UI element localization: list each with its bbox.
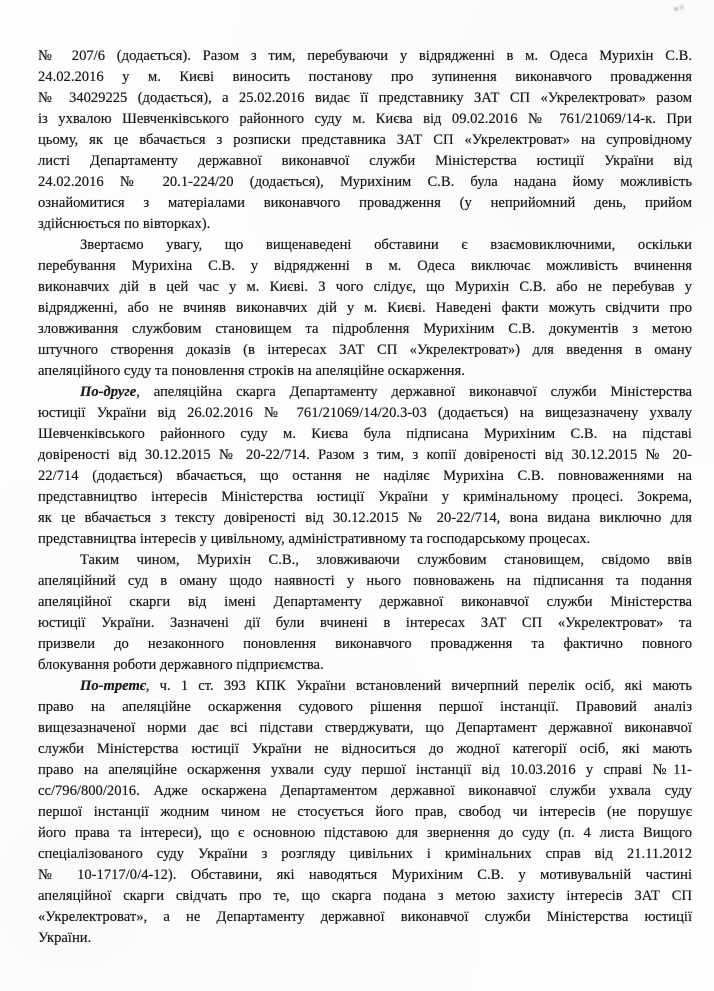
text-line: України. xyxy=(38,930,92,946)
text-line: вищезазначеної норми дає всі підстави стверджувати, що Департамент державної виконавчої xyxy=(38,720,692,736)
text-line: зловживання службовим становищем та підроблення Мурихіним С.В. документів з метою xyxy=(38,321,692,337)
text-line: апеляційної скарги від імені Департаменту державної виконавчої служби Міністерства xyxy=(38,594,692,610)
text-line: представництва інтересів у цивільному, адміністративному та господарському процесах. xyxy=(38,531,591,547)
text-line: «Укрелектроват», а не Департаменту державної виконавчої служби Міністерства юстиції xyxy=(38,909,692,925)
paragraph xyxy=(38,382,692,550)
text-line: штучного створення доказів (в інтересах ЗАТ СП «Укрелектроват») для введення в оману xyxy=(38,342,692,358)
text-line: його права та інтереси), що є основною підставою для звернення до суду (п. 4 листа Вищого xyxy=(38,825,692,841)
text-line: спеціалізованого суду України з розгляду цивільних і кримінальних справ від 21.11.2012 xyxy=(38,846,692,862)
text-line: із ухвалою Шевченківського районного суду м. Києва від 09.02.2016 № 761/21069/14-к. При xyxy=(38,111,692,127)
text-line: Шевченківського районного суду м. Києва була підписана Мурихіним С.В. на підставі xyxy=(38,426,692,442)
text-line: здійснюється по вівторках). xyxy=(38,216,211,232)
emphasis-lead: По-друге xyxy=(80,384,137,400)
text-line: 24.02.2016 у м. Києві виносить постанову про зупинення виконавчого провадження xyxy=(38,69,692,85)
scan-smudge-artifact xyxy=(672,3,686,15)
text-line: блокування роботи державного підприємства. xyxy=(38,657,324,673)
text-line: По-третє, ч. 1 ст. 393 КПК України встановлений вичерпний перелік осіб, які мають xyxy=(80,678,692,694)
text-line: право на апеляційне оскарження ухвали суду першої інстанції від 10.03.2016 у справі №11- xyxy=(38,762,692,778)
text-line: апеляційний суд в оману щодо наявності у нього повноважень на підписання та подання xyxy=(38,573,692,589)
text-line: як це вбачається з тексту довіреності від 30.12.2015 № 20-22/714, вона видана виключно для xyxy=(38,510,692,526)
text-line: довіреності від 30.12.2015 № 20-22/714. Разом з тим, з копії довіреності від 30.12.2015 № 20- xyxy=(38,447,692,463)
document-text-block xyxy=(38,46,692,949)
text-line: По-друге, апеляційна скарга Департаменту державної виконавчої служби Міністерства xyxy=(80,384,692,400)
text-line: ознайомитися з матеріалами виконавчого провадження (у неприйомний день, прийом xyxy=(38,195,692,211)
text-line: листі Департаменту державної виконавчої служби Міністерства юстиції України від xyxy=(38,153,692,169)
text-line: апеляційної скарги свідчать про те, що скарга подана з метою захисту інтересів ЗАТ СП xyxy=(38,888,692,904)
text-line: № 34029225 (додається), а 25.02.2016 видає її представнику ЗАТ СП «Укрелектроват» разом xyxy=(38,90,692,106)
text-line: 24.02.2016 № 20.1-224/20 (додається), Мурихіним С.В. була надана йому можливість xyxy=(38,174,692,190)
text-line: служби Міністерства юстиції України не відноситься до жодної категорії осіб, які мають xyxy=(38,741,692,757)
text-line: № 207/6 (додається). Разом з тим, перебуваючи у відрядженні в м. Одеса Мурихін С.В. xyxy=(38,48,692,64)
text-line: 22/714 (додається) вбачається, що остання не наділяє Мурихіна С.В. повноваженнями на xyxy=(38,468,692,484)
text-line: апеляційного суду та поновлення строків на апеляційне оскарження. xyxy=(38,363,465,379)
text-line: цьому, як це вбачається з розписки представника ЗАТ СП «Укрелектроват» на супровідному xyxy=(38,132,692,148)
text-line: сс/796/800/2016. Адже оскаржена Департаментом державної виконавчої служби ухвала суду xyxy=(38,783,692,799)
text-line: Таким чином, Мурихін С.В., зловживаючи службовим становищем, свідомо ввів xyxy=(80,552,692,568)
text-line: № 10-1717/0/4-12). Обставини, які наводяться Мурихіним С.В. у мотивувальній частині xyxy=(38,867,692,883)
text-line: Звертаємо увагу, що вищенаведені обставини є взаємовиключними, оскільки xyxy=(80,237,692,253)
text-line: відрядженні, або не вчиняв виконавчих дій у м. Києві. Наведені факти можуть свідчити про xyxy=(38,300,692,316)
text-line: виконавчих дій в цей час у м. Києві. З чого слідує, що Мурихін С.В. або не перебував у xyxy=(38,279,692,295)
text-line: призвели до незаконного поновлення виконавчого провадження та фактично повного xyxy=(38,636,692,652)
text-line: представництво інтересів Міністерства юстиції України у кримінальному процесі. Зокрема, xyxy=(38,489,692,505)
paragraph xyxy=(38,676,692,949)
paragraph xyxy=(38,46,692,235)
paragraph xyxy=(38,550,692,676)
text-line: юстиції України. Зазначені дії були вчинені в інтересах ЗАТ СП «Укрелектроват» та xyxy=(38,615,692,631)
text-line: першої інстанції жодним чином не стосується його прав, свобод чи інтересів (не порушує xyxy=(38,804,692,820)
text-line: юстиції України від 26.02.2016 № 761/21069/14/20.3-03 (додається) на вищезазначену ухвалу xyxy=(38,405,692,421)
paragraph xyxy=(38,235,692,382)
text-line: перебування Мурихіна С.В. у відрядженні в м. Одеса виключає можливість вчинення xyxy=(38,258,692,274)
text-line: право на апеляційне оскарження судового рішення першої інстанції. Правовий аналіз xyxy=(38,699,692,715)
emphasis-lead: По-третє xyxy=(80,678,146,694)
